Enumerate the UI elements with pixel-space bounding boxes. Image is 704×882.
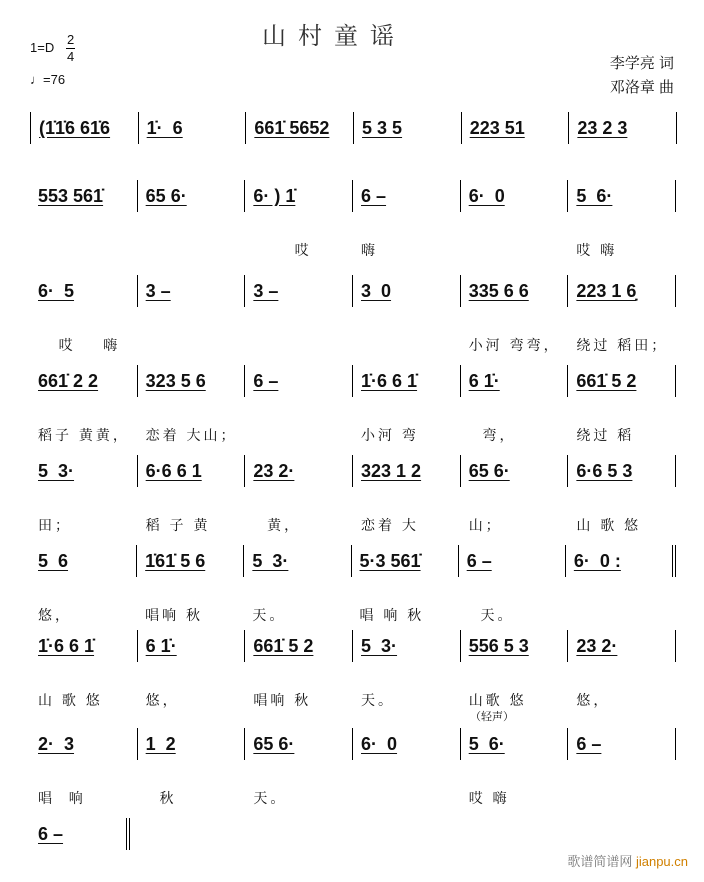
measure-notes: 6 – (576, 734, 602, 754)
measure-notes: 3 – (253, 281, 279, 301)
measure (244, 545, 351, 623)
measure (353, 455, 461, 533)
staff-line (30, 455, 676, 533)
measure-lyrics: 弯， (468, 427, 517, 443)
measure-notes: 6·6 5 3 (576, 461, 633, 481)
measure (31, 112, 139, 144)
measure-lyrics: 嗨 (361, 242, 379, 258)
measure-notes: 6· 5 (38, 281, 75, 301)
staff-line (30, 545, 676, 623)
watermark-url: jianpu.cn (635, 854, 688, 869)
measure-lyrics: 唱响 秋 (253, 692, 312, 708)
measure-notes: 553 561̇ (38, 186, 104, 206)
staff-line (30, 275, 676, 353)
measure (30, 365, 138, 443)
measure-notes: 5 3· (252, 551, 289, 571)
measure-notes: 323 1 2 (361, 461, 422, 481)
measure (568, 275, 676, 353)
measure-notes: 6 – (361, 186, 387, 206)
measure (569, 112, 677, 144)
measure-notes: 23 2· (253, 461, 295, 481)
watermark (567, 851, 688, 870)
measure-lyrics: 绕过 稻 (576, 427, 635, 443)
measure (568, 365, 676, 443)
measure (246, 112, 354, 144)
measure-lyrics: 唱 响 (38, 790, 86, 806)
measure-lyrics: 小河 弯 (361, 427, 419, 443)
measure (138, 365, 246, 443)
measure-notes: 6 1̇· (145, 636, 177, 656)
measure-notes: 223 51 (469, 118, 525, 138)
measure (245, 728, 353, 806)
measure-notes: 23 2 3 (577, 118, 628, 138)
measure-lyrics: 秋 (145, 790, 177, 806)
measure-lyrics: 天。 (361, 692, 396, 708)
measure-notes: 6 1̇· (468, 371, 500, 391)
staff-line (30, 818, 130, 850)
measure-lyrics: 哎 嗨 (576, 242, 618, 258)
measure-notes: 5 6 (38, 551, 69, 571)
measure-notes: 23 2· (576, 636, 618, 656)
measure-lyrics: 黄， (253, 517, 302, 533)
measure-lyrics: 恋着 大山； (145, 427, 238, 443)
measure (137, 545, 244, 623)
measure (30, 545, 137, 623)
measure (461, 630, 569, 708)
tempo-marking: ♩=76 (30, 72, 66, 87)
measure (353, 275, 461, 307)
measure (138, 728, 246, 806)
measure (461, 180, 569, 212)
measure (353, 728, 461, 760)
time-sig-bottom: 4 (67, 49, 75, 64)
measure (30, 275, 138, 353)
measure-lyrics: 山歌 悠 (468, 692, 527, 708)
lyricist-credit: 李学亮 词 (609, 55, 674, 72)
measure (352, 545, 459, 623)
measure (30, 455, 138, 533)
measure-notes: 661̇ 5 2 (576, 371, 637, 391)
measure-lyrics: 哎 嗨 (468, 790, 510, 806)
measure (568, 630, 676, 708)
measure-lyrics: 唱 响 秋 (359, 607, 425, 623)
measure-lyrics: 田； (38, 517, 72, 533)
measure (566, 545, 676, 577)
measure-lyrics: 山； (468, 517, 503, 533)
measure (138, 630, 246, 708)
staff-line (30, 112, 677, 144)
measure-notes: 65 6· (253, 734, 295, 754)
measure-notes: 1̇·6 6 1̇ (38, 636, 95, 656)
measure (30, 180, 138, 212)
measure-notes: 5 6· (468, 734, 505, 754)
measure (245, 630, 353, 708)
measure-notes: 6·6 6 1 (145, 461, 202, 481)
soft-voice-annotation: （轻声） (470, 711, 514, 723)
measure-lyrics: 天。 (252, 607, 287, 623)
measure-notes: 65 6· (468, 461, 510, 481)
measure (138, 180, 246, 212)
measure-notes: 2· 3 (38, 734, 75, 754)
measure (462, 112, 570, 144)
measure-notes: 335 6 6 (468, 281, 529, 301)
measure-notes: (1̇1̇6 61̇6 (39, 118, 111, 138)
measure-notes: 5 3· (38, 461, 75, 481)
staff-line (30, 728, 676, 806)
measure-notes: 5·3 561̇ (359, 551, 421, 571)
measure-notes: 6· 0 (361, 734, 398, 754)
measure-notes: 6 – (466, 551, 492, 571)
measure-notes: 6· 0 (468, 186, 505, 206)
measure-notes: 6 – (38, 824, 64, 844)
measure-notes: 1̇·6 6 1̇ (361, 371, 418, 391)
measure-notes: 323 5 6 (145, 371, 206, 391)
measure (459, 545, 566, 623)
measure-lyrics: 小河 弯弯， (468, 337, 561, 353)
measure-notes: 5 3· (361, 636, 398, 656)
measure-lyrics: 哎 (253, 242, 312, 258)
measure (138, 275, 246, 307)
measure (461, 455, 569, 533)
measure-notes: 5 6· (576, 186, 613, 206)
measure-lyrics: 恋着 大 (361, 517, 419, 533)
measure-lyrics: 天。 (466, 607, 515, 623)
measure-notes: 661̇ 2 2 (38, 371, 99, 391)
measure (568, 455, 676, 533)
measure-notes: 661̇ 5652 (254, 118, 330, 138)
measure (245, 455, 353, 533)
measure (461, 275, 569, 353)
measure-notes: 1̇· 6 (146, 118, 183, 138)
measure-lyrics: 悠， (38, 607, 72, 623)
measure-notes: 6· ) 1̇ (253, 186, 296, 206)
measure (245, 275, 353, 307)
measure (30, 818, 130, 850)
measure-lyrics: 稻子 黄黄， (38, 427, 130, 443)
measure-notes: 65 6· (145, 186, 187, 206)
measure-lyrics: 哎 嗨 (38, 337, 121, 353)
measure (354, 112, 462, 144)
measure-lyrics: 山 歌 悠 (38, 692, 103, 708)
measure (30, 630, 138, 708)
measure-notes: 1 2 (145, 734, 176, 754)
staff-line (30, 180, 676, 258)
measure-lyrics: 唱响 秋 (145, 607, 204, 623)
measure (353, 180, 461, 258)
measure (568, 728, 676, 760)
measure (138, 455, 246, 533)
key-signature: 1=D (30, 40, 55, 55)
time-signature (66, 32, 75, 65)
measure-notes: 6· 0 : (573, 551, 621, 571)
measure-notes: 556 5 3 (468, 636, 529, 656)
measure-lyrics: 山 歌 悠 (576, 517, 642, 533)
measure (461, 365, 569, 443)
measure-lyrics: 绕过 稻田； (576, 337, 669, 353)
measure-notes: 3 – (145, 281, 171, 301)
measure-notes: 3 0 (361, 281, 392, 301)
watermark-cn: 歌谱简谱网 (567, 854, 633, 869)
measure-lyrics: 悠， (145, 692, 180, 708)
measure-notes: 223 1 6̣ (576, 281, 637, 301)
composer-credit: 邓洛章 曲 (609, 79, 674, 96)
measure (568, 180, 676, 258)
measure-lyrics: 悠， (576, 692, 611, 708)
measure (353, 630, 461, 708)
measure-lyrics: 天。 (253, 790, 288, 806)
measure (461, 728, 569, 806)
song-title: 山村童谣 (262, 22, 406, 50)
measure-notes: 6 – (253, 371, 279, 391)
measure (245, 180, 353, 258)
measure (245, 365, 353, 397)
measure (139, 112, 247, 144)
measure-notes: 5 3 5 (362, 118, 403, 138)
measure-notes: 661̇ 5 2 (253, 636, 314, 656)
measure-notes: 1̇61̇ 5 6 (145, 551, 206, 571)
staff-line (30, 630, 676, 708)
staff-line (30, 365, 676, 443)
time-sig-top: 2 (67, 32, 75, 47)
measure-lyrics: 稻 子 黄 (145, 517, 211, 533)
measure (30, 728, 138, 806)
measure (353, 365, 461, 443)
